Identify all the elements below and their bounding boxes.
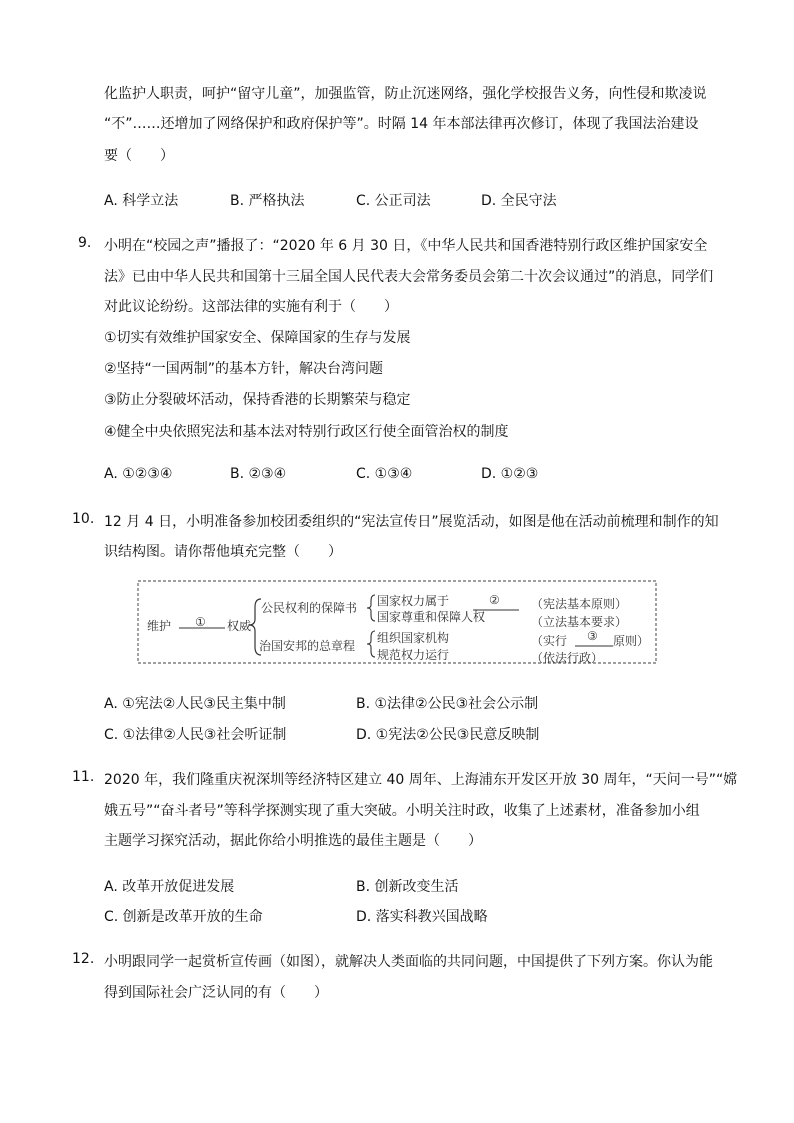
q10-number: 10.: [72, 511, 95, 527]
diagram-left-a: 维护: [147, 619, 172, 633]
diagram-p1: （宪法基本原则）: [531, 597, 628, 611]
q10-line-2: 识结构图。请你帮他填充完整（ ）: [104, 544, 342, 560]
q8-option-c: C. 公正司法: [356, 193, 431, 209]
diagram-blank-1: ①: [195, 615, 206, 629]
q11-line-1: 2020 年，我们隆重庆祝深圳等经济特区建立 40 周年、上海浦东开发区开放 30 周年，“天问一号”“嫦: [104, 772, 738, 788]
q9-option-a: A. ①②③④: [104, 466, 173, 482]
diagram-p3-a: （实行: [531, 634, 568, 648]
q9-option-d: D. ①②③: [481, 466, 539, 482]
diagram-r3: 组织国家机构: [377, 631, 450, 645]
diagram-mid-bottom: 治国安邦的总章程: [259, 639, 356, 653]
q9-line-2: 法》已由中华人民共和国第十三届全国人民代表大会常务委员会第二十次会议通过”的消息，同学们: [104, 269, 714, 285]
q11-option-a: A. 改革开放促进发展: [104, 879, 235, 895]
q8-option-d: D. 全民守法: [481, 193, 557, 209]
q9-item-1: ①切实有效维护国家安全、保障国家的生存与发展: [104, 330, 411, 346]
q11-line-3: 主题学习探究活动，据此你给小明推选的最佳主题是（ ）: [104, 833, 482, 849]
q12-number: 12.: [72, 951, 95, 967]
q8-line-3: 要（ ）: [104, 148, 174, 164]
q11-number: 11.: [72, 769, 95, 785]
lower-brace: [367, 631, 375, 657]
q11-option-b: B. 创新改变生活: [356, 879, 459, 895]
diagram-blank-3: ③: [587, 629, 598, 643]
q8-option-b: B. 严格执法: [230, 193, 305, 209]
q10-option-a: A. ①宪法②人民③民主集中制: [104, 696, 286, 712]
q9-line-1: 小明在“校园之声”播报了：“2020 年 6 月 30 日，《中华人民共和国香港特别行政区维护国家安全: [104, 238, 708, 254]
diagram-p4: （依法行政）: [531, 651, 604, 665]
q9-number: 9.: [78, 235, 92, 251]
q10-option-c: C. ①法律②人民③社会听证制: [104, 727, 287, 743]
knowledge-structure-diagram: [135, 577, 660, 667]
q9-item-3: ③防止分裂破坏活动，保持香港的长期繁荣与稳定: [104, 392, 411, 408]
q10-line-1: 12 月 4 日，小明准备参加校团委组织的“宪法宣传日”展览活动，如图是他在活动前梳理和制作的知: [104, 514, 719, 530]
diagram-blank-2: ②: [489, 593, 500, 607]
q11-line-2: 娥五号”“奋斗者号”等科学探测实现了重大突破。小明关注时政，收集了上述素材，准备参加小组: [104, 803, 700, 819]
diagram-r2: 国家尊重和保障人权: [377, 610, 486, 624]
q11-option-c: C. 创新是改革开放的生命: [104, 909, 263, 925]
diagram-left-b: 权威: [227, 619, 252, 633]
q9-option-b: B. ②③④: [230, 466, 287, 482]
q12-line-2: 得到国际社会广泛认同的有（ ）: [104, 985, 328, 1001]
q10-option-d: D. ①宪法②公民③民意反映制: [356, 727, 540, 743]
q10-option-b: B. ①法律②公民③社会公示制: [356, 696, 539, 712]
q12-line-1: 小明跟同学一起赏析宣传画（如图），就解决人类面临的共同问题，中国提供了下列方案。你认为能: [104, 954, 713, 970]
diagram-p2: （立法基本要求）: [531, 615, 628, 629]
q8-option-a: A. 科学立法: [104, 193, 179, 209]
q11-option-d: D. 落实科教兴国战略: [356, 909, 488, 925]
diagram-p3-b: 原则）: [613, 634, 650, 648]
diagram-mid-top: 公民权利的保障书: [261, 601, 358, 615]
q9-item-4: ④健全中央依照宪法和基本法对特别行政区行使全面管治权的制度: [104, 424, 509, 440]
q9-option-c: C. ①③④: [356, 466, 413, 482]
upper-brace: [367, 595, 375, 621]
diagram-r4: 规范权力运行: [377, 648, 450, 662]
q9-item-2: ②坚持“一国两制”的基本方针，解决台湾问题: [104, 361, 384, 377]
diagram-r1: 国家权力属于: [377, 594, 450, 608]
q9-line-3: 对此议论纷纷。这部法律的实施有利于（ ）: [104, 299, 398, 315]
q8-line-2: “不”……还增加了网络保护和政府保护等”。时隔 14 年本部法律再次修订，体现了我国法治建设: [104, 116, 699, 132]
q8-line-1: 化监护人职责，呵护“留守儿童”，加强监管，防止沉迷网络，强化学校报告义务，向性侵和欺凌说: [104, 86, 707, 102]
